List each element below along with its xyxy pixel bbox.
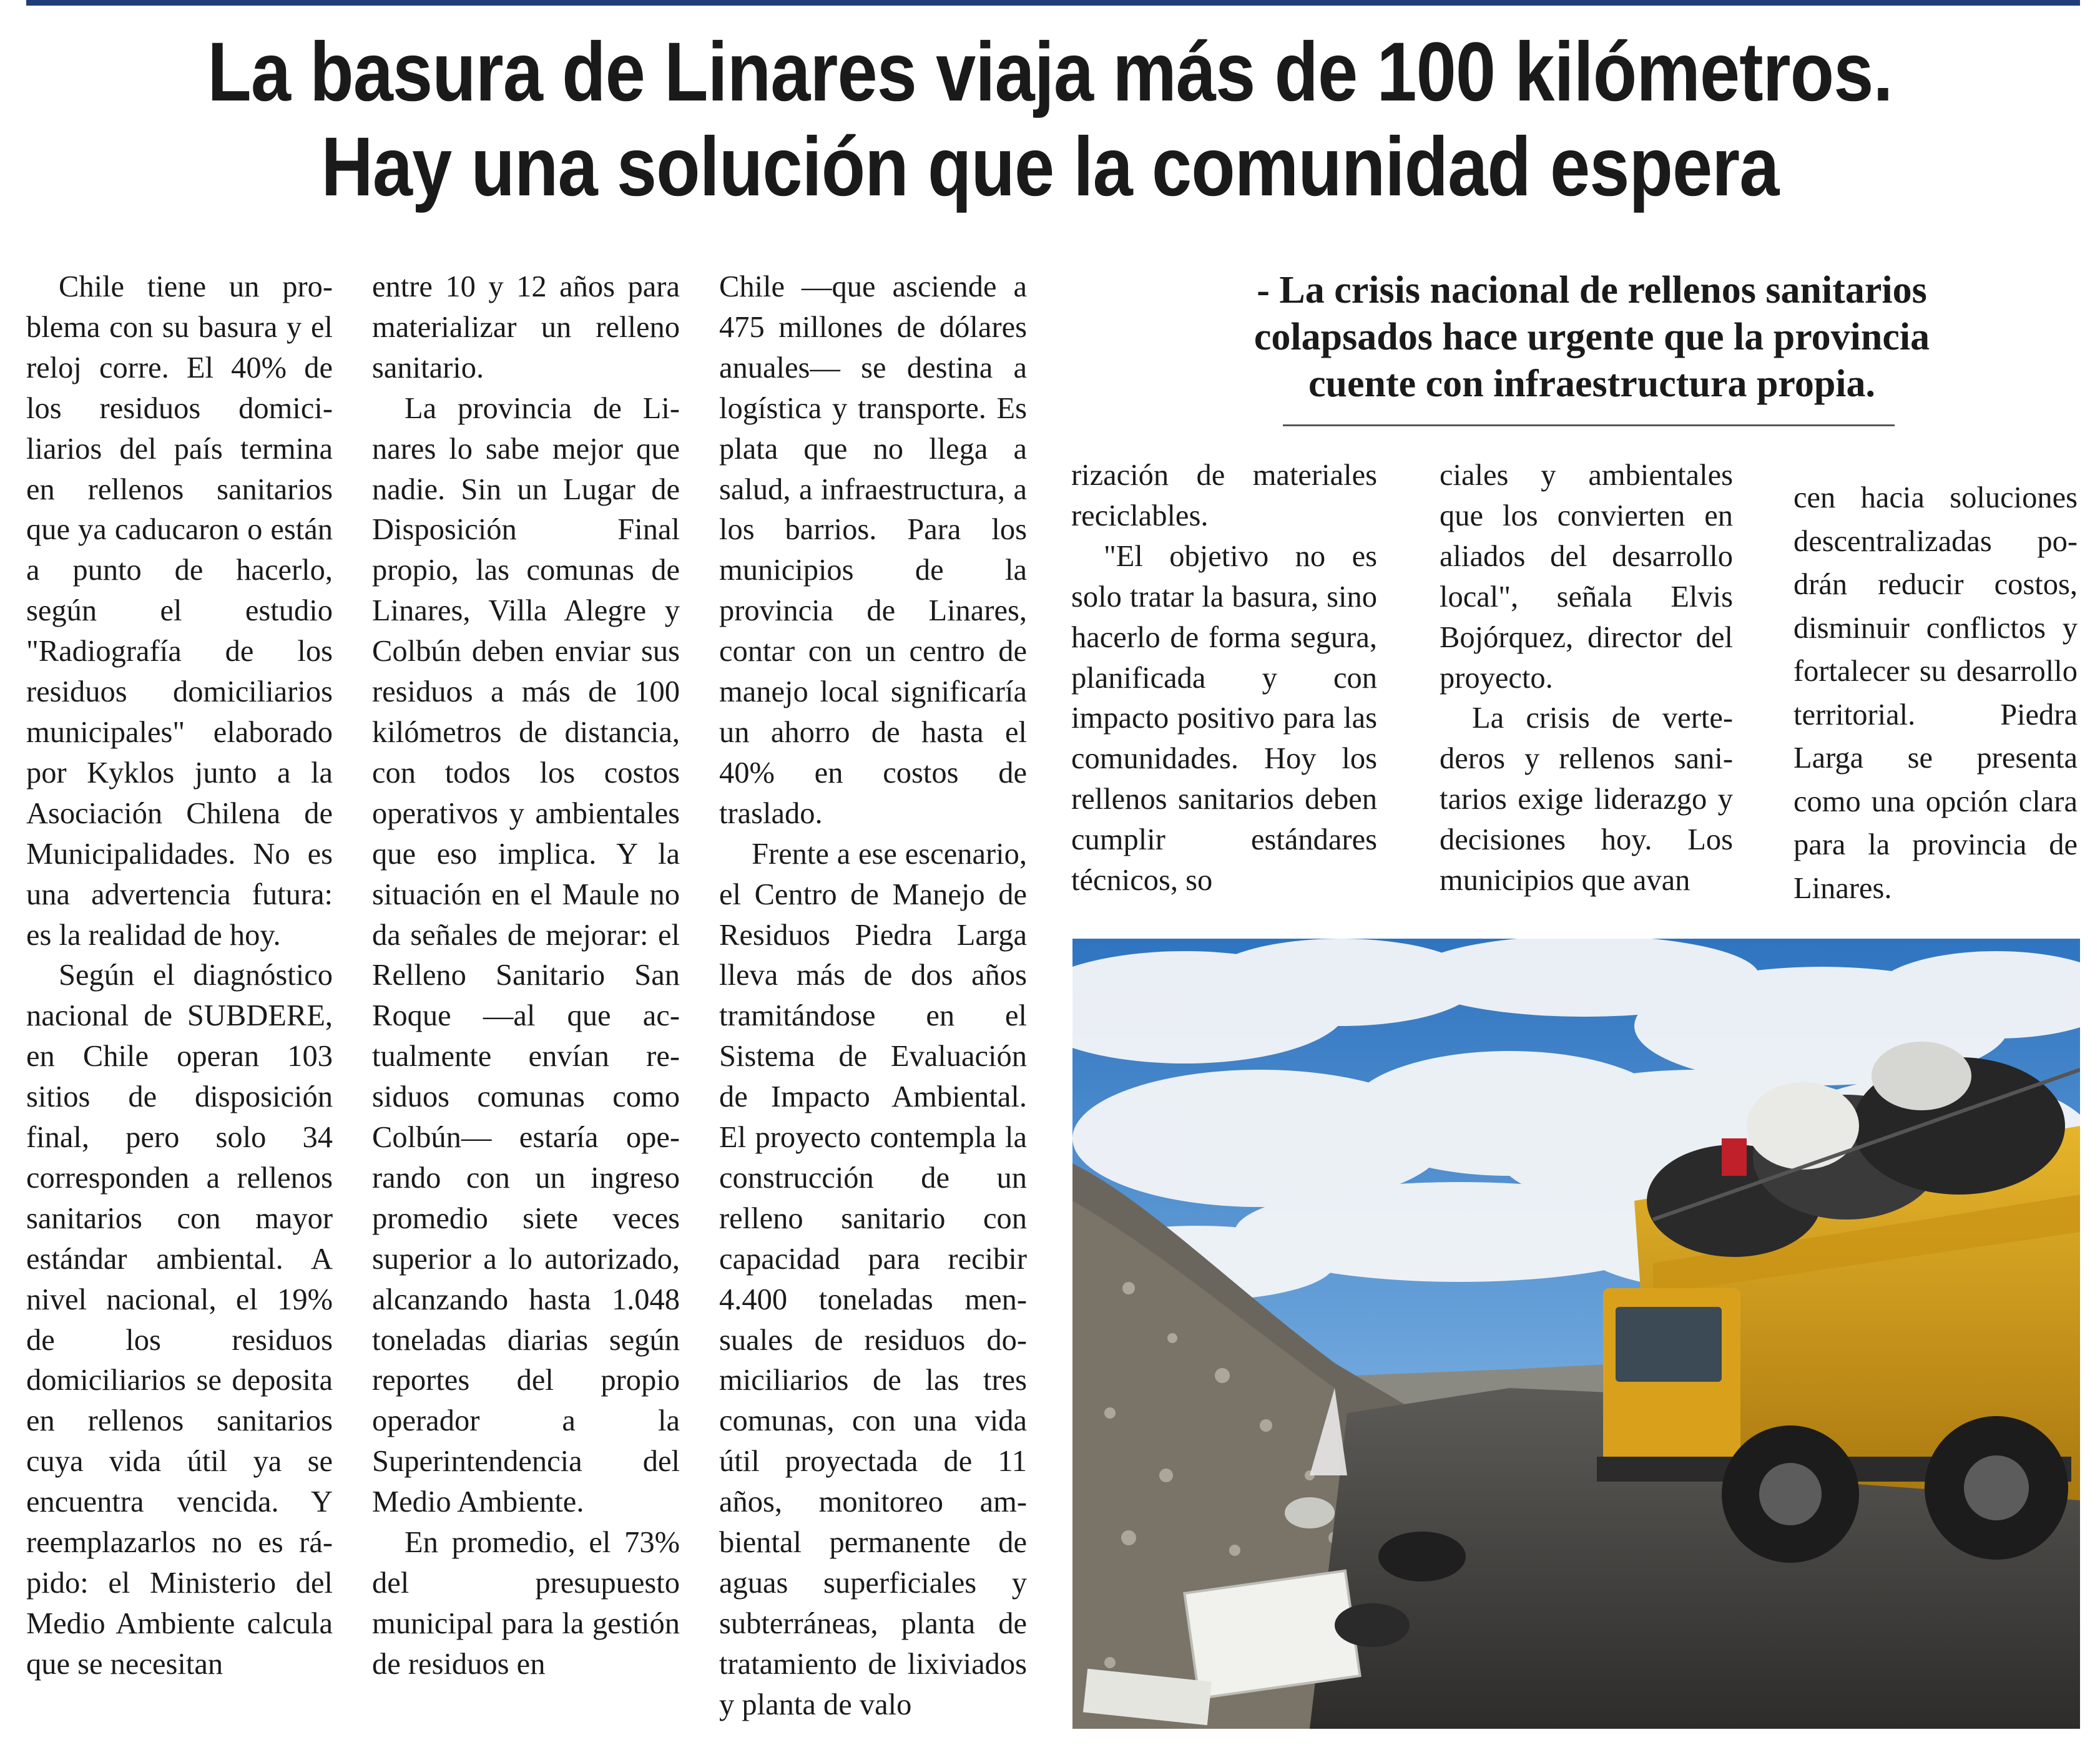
paragraph: En promedio, el 73% del presupuesto municipal para la gestión de residuos en <box>372 1526 680 1681</box>
paragraph-continued: cen hacia soluciones descentralizadas podrán reducir costos, disminuir conflictos y fortalecer su desarrollo territorial. Piedra Larga se presenta como una opción clara para la provincia de Linares. <box>1793 481 2078 905</box>
column-4 <box>1071 456 1377 901</box>
paragraph: Según el diagnóstico nacional de SUBDERE, en Chile operan 103 sitios de disposición final, pero solo 34 corresponden a rellenos sanitarios con mayor estándar ambiental. A nivel nacional, el 19% de los residuos domiciliarios se deposita en rellenos sanitarios cuya vida útil ya se encuentra vencida. Y reemplazarlos no es rápido: el Ministerio del Medio Ambiente calcula que se necesitan <box>26 959 333 1681</box>
paragraph-continued: rización de materiales reciclables. <box>1071 459 1377 532</box>
headline-line-2: Hay una solución que la comunidad espera <box>321 120 1779 213</box>
paragraph: Chile tiene un problema con su basura y el reloj corre. El 40% de los residuos domiciliarios del país termina en rellenos sanitarios que ya caducaron o están a punto de hacerlo, según el estudio "Radiografía de los residuos domiciliarios municipales" elaborado por Kyklos junto a la Asociación Chilena de Municipalidades. No es una advertencia futura: es la realidad de hoy. <box>26 270 333 952</box>
paragraph: La crisis de vertederos y rellenos sanitarios exige liderazgo y decisiones hoy. Los municipios que avan <box>1440 701 1733 897</box>
paragraph-continued: Chile —que asciende a 475 millones de dólares anuales— se destina a logística y transporte. Es plata que no llega a salud, a infraestructura, a los barrios. Para los municipios de la provincia de Linares, contar con un centro de manejo local significaría un ahorro de hasta el 40% en costos de traslado. <box>719 270 1027 830</box>
landfill-garbage-truck-photo-icon <box>1072 939 2080 1729</box>
paragraph: La provincia de Linares lo sabe mejor que nadie. Sin un Lugar de Disposición Final propio, las comunas de Linares, Villa Alegre y Colbún deben enviar sus residuos a más de 100 kilómetros de distancia, con todos los costos operativos y ambientales que eso implica. Y la situación en el Maule no da señales de mejorar: el Relleno Sanitario San Roque —al que actualmente envían residuos comunas como Colbún— estaría operando con un ingreso promedio siete veces superior a lo autorizado, alcanzando hasta 1.048 toneladas diarias según reportes del propio operador a la Superintendencia del Medio Ambiente. <box>372 391 680 1519</box>
paragraph: "El objetivo no es solo tratar la basura, sino hacerlo de forma segura, planificada y con impacto positivo para las comunidades. Hoy los rellenos sanitarios deben cumplir estándares técnicos, so <box>1071 539 1377 897</box>
deck-divider <box>1283 424 1895 426</box>
headline-line-1: La basura de Linares viaja más de 100 kilómetros. <box>207 26 1893 119</box>
column-3 <box>719 267 1027 1726</box>
column-6 <box>1793 476 2078 910</box>
top-rule <box>26 0 2080 6</box>
column-2 <box>372 267 680 1685</box>
headline <box>147 25 1953 215</box>
paragraph: Frente a ese escenario, el Centro de Manejo de Residuos Piedra Larga lleva más de dos años tramitándose en el Sistema de Evaluación de Impacto Ambiental. El proyecto contempla la construcción de un relleno sanitario con capacidad para recibir 4.400 toneladas mensuales de residuos domiciliarios de las tres comunas, con una vida útil proyectada de 11 años, monitoreo ambiental permanente de aguas superficiales y subterráneas, planta de tratamiento de lixiviados y planta de valo <box>719 837 1027 1721</box>
deck-line-3: cuente con infraestructura propia. <box>1308 363 1876 405</box>
paragraph-continued: ciales y ambientales que los convierten en aliados del desarrollo local", señala Elvis Bojórquez, director del proyecto. <box>1440 459 1733 695</box>
deck-line-1: - La crisis nacional de rellenos sanitarios <box>1257 269 1927 311</box>
deck-subheadline <box>1161 267 2023 408</box>
landfill-photo <box>1072 939 2080 1729</box>
deck-line-2: colapsados hace urgente que la provincia <box>1254 316 1930 358</box>
column-1 <box>26 267 333 1685</box>
paragraph-continued: entre 10 y 12 años para materializar un relleno sanitario. <box>372 270 680 384</box>
column-5 <box>1440 456 1733 901</box>
